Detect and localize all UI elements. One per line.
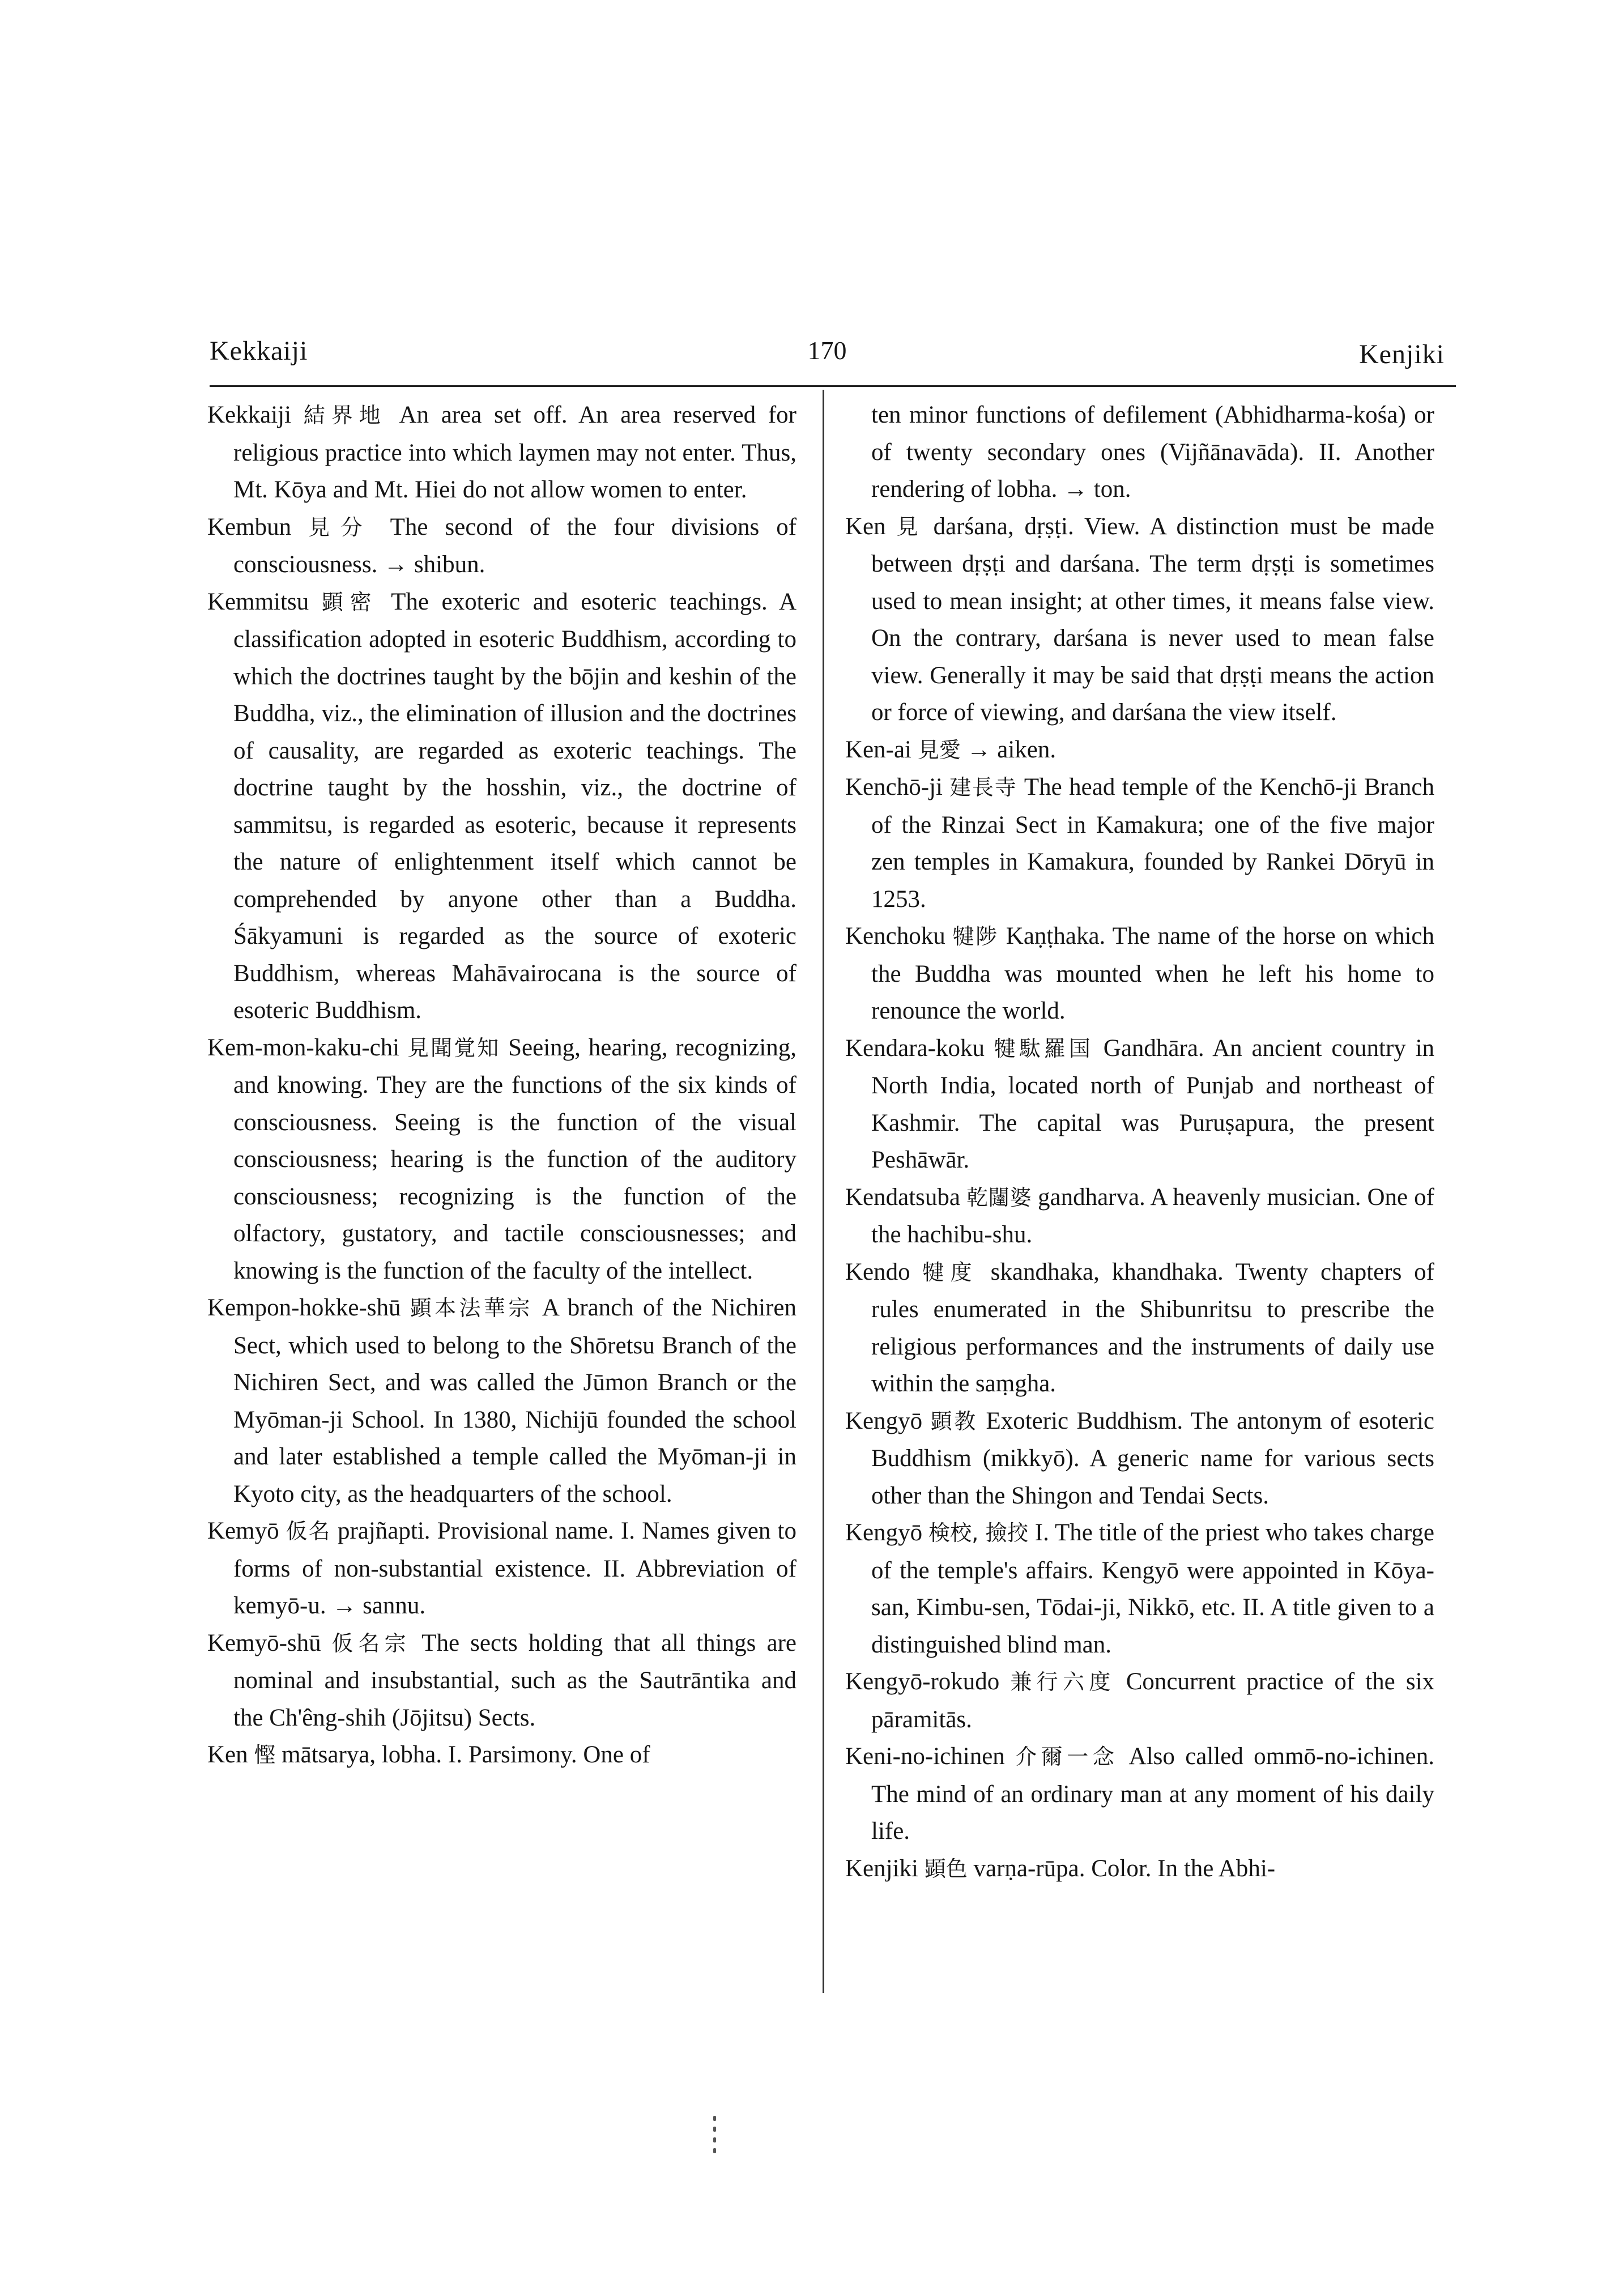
entry-headword: Kengyō-rokudo <box>845 1668 1000 1695</box>
entry-headword: Ken <box>207 1741 248 1768</box>
dictionary-entry <box>207 1736 796 1774</box>
entry-kanji: 顕本法華宗 <box>410 1296 533 1320</box>
entry-text: mātsarya, lobha. I. Parsimony. One of <box>282 1741 650 1768</box>
dictionary-entry <box>207 1029 796 1290</box>
entry-headword: Kempon-hokke-shū <box>207 1294 401 1321</box>
entry-kanji: 慳 <box>254 1743 276 1767</box>
right-column <box>845 397 1434 1888</box>
entry-text: skandhaka, khandhaka. Twenty chapters of rules enumerated in the Shibunritsu to prescribe the religious performances and the instruments of daily use within the saṃgha. <box>871 1258 1435 1397</box>
entry-text: Seeing, hearing, recognizing, and knowing. They are the functions of the six kinds of consciousness. Seeing is the function of the visual consciousness; hearing is the function of the auditory consciousness; recognizing is the function of the olfactory, gustatory, and tactile consciousnesses; and knowing is the function of the faculty of the intellect. <box>233 1034 796 1284</box>
entry-text: Concurrent practice of the six pāramitās. <box>871 1668 1435 1733</box>
entry-headword: Kemyō <box>207 1518 279 1544</box>
dictionary-entry <box>845 731 1434 769</box>
dictionary-entry <box>845 1030 1434 1179</box>
dictionary-entry <box>845 769 1434 918</box>
entry-headword: Kenchoku <box>845 923 945 949</box>
column-divider <box>823 390 824 1993</box>
entry-text: Also called ommō-no-ichinen. The mind of an ordinary man at any moment of his daily life. <box>871 1743 1434 1845</box>
entry-headword: Kenchō-ji <box>845 774 943 800</box>
entry-text: Kaṇṭhaka. The name of the horse on which the Buddha was mounted when he left his home to renounce the world. <box>871 923 1435 1024</box>
dictionary-entry <box>845 1850 1434 1888</box>
entry-headword: Kembun <box>207 513 292 540</box>
entry-headword: Kem-mon-kaku-chi <box>207 1034 400 1061</box>
entry-text: → aiken. <box>966 736 1057 763</box>
dictionary-entry <box>207 583 796 1029</box>
entry-text: darśana, dṛṣṭi. View. A distinction must be made between dṛṣṭi and darśana. The term dṛṣṭi is sometimes used to mean insight; at other times, it means false view. On the contrary, darśana is never used to mean false view. Generally it may be said that dṛṣṭi means the action or force of viewing, and darśana the view itself. <box>871 513 1434 726</box>
dictionary-entry <box>207 1513 796 1625</box>
entry-headword: Kendo <box>845 1258 910 1285</box>
entry-text: gandharva. A heavenly musician. One of the hachibu-shu. <box>871 1183 1434 1248</box>
entry-kanji: 顕色 <box>924 1856 968 1881</box>
dictionary-entry <box>207 1625 796 1737</box>
dictionary-entry <box>845 1514 1434 1663</box>
running-head <box>210 335 1445 386</box>
entry-kanji: 仮名宗 <box>331 1630 411 1656</box>
entry-headword: Kenjiki <box>845 1855 918 1882</box>
entry-headword: Kendatsuba <box>845 1183 960 1211</box>
left-column <box>207 397 796 1774</box>
entry-text: Gandhāra. An ancient country in North India, located north of Punjab and northeast of Kashmir. The capital was Puruṣapura, the present Peshāwār. <box>871 1034 1435 1173</box>
header-rule <box>210 385 1456 387</box>
dictionary-entry <box>845 1663 1434 1738</box>
entry-headword: Ken-ai <box>845 736 911 763</box>
dictionary-entry <box>845 918 1434 1030</box>
dot-mark <box>713 2137 716 2142</box>
dictionary-entry <box>845 1179 1434 1254</box>
entry-text: prajñapti. Provisional name. I. Names given to forms of non-substantial existence. II. Abbreviation of kemyō-u. → sannu. <box>233 1518 797 1619</box>
entry-kanji: 顕密 <box>321 589 378 615</box>
dot-mark <box>713 2127 716 2132</box>
entry-text: The exoteric and esoteric teachings. A classification adopted in esoteric Buddhism, according to which the doctrines taught by the bōjin and keshin of the Buddha, viz., the elimination of illusion and the doctrines of causality, are regarded as exoteric teachings. The doctrine taught by the hosshin, viz., the doctrine of sammitsu, is regarded as esoteric, because it represents the nature of enlightenment itself which cannot be comprehended by anyone other than a Buddha. Śākyamuni is regarded as the source of exoteric Buddhism, whereas Mahāvairocana is the source of esoteric Buddhism. <box>233 588 797 1024</box>
dot-mark <box>713 2148 716 2153</box>
entry-kanji: 見分 <box>308 514 373 540</box>
entry-text: ten minor functions of defilement (Abhidharma-kośa) or of twenty secondary ones (Vijñānavāda). II. Another rendering of lobha. → ton. <box>871 402 1434 502</box>
entry-headword: Kengyō <box>845 1407 923 1434</box>
dictionary-entry <box>207 397 796 509</box>
entry-kanji: 犍陟 <box>952 924 999 949</box>
entry-headword: Kemyō-shū <box>207 1629 321 1656</box>
entry-headword: Keni-no-ichinen <box>845 1743 1005 1770</box>
entry-headword: Kengyō <box>845 1519 923 1546</box>
entry-headword: Kendara-koku <box>845 1034 985 1062</box>
running-head-right: Kenjiki <box>1359 339 1445 369</box>
entry-kanji: 乾闥婆 <box>966 1185 1032 1210</box>
entry-kanji: 見愛 <box>917 737 961 763</box>
entry-kanji: 顕教 <box>930 1408 978 1434</box>
dot-mark <box>713 2116 716 2121</box>
entry-text: The sects holding that all things are nominal and insubstantial, such as the Sautrāntika and the Ch'êng-shih (Jōjitsu) Sects. <box>233 1629 796 1731</box>
entry-kanji: 仮名 <box>286 1519 331 1544</box>
entry-text: Exoteric Buddhism. The antonym of esoteric Buddhism (mikkyō). A generic name for various sects other than the Shingon and Tendai Sects. <box>871 1407 1434 1509</box>
entry-text: I. The title of the priest who takes charge of the temple's affairs. Kengyō were appointed in Kōya-san, Kimbu-sen, Tōdai-ji, Nikkō, etc. II. A title given to a distinguished blind man. <box>871 1519 1434 1658</box>
page-number: 170 <box>807 336 847 365</box>
entry-kanji: 検校, 撿挍 <box>928 1520 1029 1545</box>
dictionary-entry-continued <box>845 397 1434 508</box>
entry-kanji: 建長寺 <box>949 775 1017 800</box>
entry-kanji: 結界地 <box>303 403 387 428</box>
entry-kanji: 犍駄羅国 <box>994 1036 1094 1061</box>
scan-artifact-dots <box>712 2116 717 2178</box>
entry-kanji: 介爾一念 <box>1015 1744 1119 1769</box>
entry-text: An area set off. An area reserved for religious practice into which laymen may not enter. Thus, Mt. Kōya and Mt. Hiei do not allow women to enter. <box>233 402 796 503</box>
entry-text: varṇa-rūpa. Color. In the Abhi- <box>973 1855 1276 1882</box>
entry-headword: Kekkaiji <box>207 402 292 428</box>
dictionary-entry <box>207 1289 796 1513</box>
entry-text: The second of the four divisions of consciousness. → shibun. <box>233 513 797 578</box>
running-head-left: Kekkaiji <box>210 336 308 366</box>
entry-text: A branch of the Nichiren Sect, which used to belong to the Shōretsu Branch of the Nichiren Sect, and was called the Jūmon Branch or the Myōman-ji School. In 1380, Nichijū founded the school and later established a temple called the Myōman-ji in Kyoto city, as the headquarters of the school. <box>233 1294 796 1507</box>
entry-kanji: 犍度 <box>922 1259 978 1285</box>
entry-text: The head temple of the Kenchō-ji Branch of the Rinzai Sect in Kamakura; one of the five major zen temples in Kamakura, founded by Rankei Dōryū in 1253. <box>871 774 1434 913</box>
entry-kanji: 見聞覚知 <box>407 1035 501 1060</box>
dictionary-entry <box>845 508 1434 731</box>
dictionary-entry <box>845 1403 1434 1515</box>
entry-kanji: 見 <box>896 514 923 539</box>
dictionary-entry <box>845 1254 1434 1403</box>
dictionary-entry <box>207 509 796 583</box>
entry-headword: Kemmitsu <box>207 588 309 615</box>
entry-kanji: 兼行六度 <box>1010 1669 1115 1694</box>
entry-headword: Ken <box>845 513 886 540</box>
dictionary-entry <box>845 1738 1434 1850</box>
